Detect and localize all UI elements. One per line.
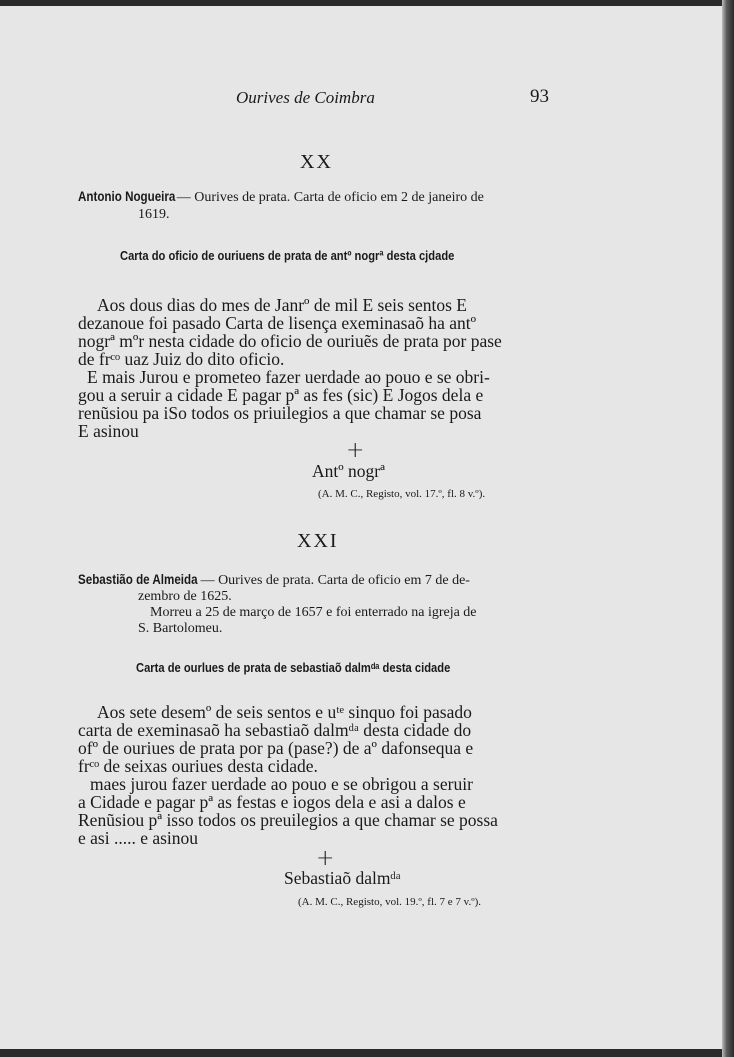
text-line: carta de exeminasaõ ha sebastiaõ dalmᵈᵃ desta cidade do [78,720,472,740]
entry-xxi-line1 [78,572,470,589]
text-line: ofº de ouriues de prata por pa (pase?) de aº dafonsequa e [78,738,474,758]
page-number: 93 [530,86,549,107]
text-line: Aos sete desemº de seis sentos e uᵗᵉ sinquo foi pasado [97,702,472,722]
section-numeral-xx: XX [300,151,333,173]
text-line: gou a seruir a cidade E pagar pª as fes (sic) E Jogos dela e [78,385,484,405]
text-line: dezanoue foi pasado Carta de lisença exeminasaõ ha antº [78,313,477,333]
text-line: E mais Jurou e prometeo fazer uerdade ao pouo e se obri- [87,367,490,387]
running-head-title: Ourives de Coimbra [236,88,375,107]
cross-icon: + [316,846,335,871]
text-line: Renũsiou pª isso todos os preuilegios a que chamar se possa [78,810,498,830]
citation-xxi: (A. M. C., Registo, vol. 19.º, fl. 7 e 7 v.º). [298,896,482,908]
entry-name: Sebastião de Almeida [78,572,198,587]
text-line: maes jurou fazer uerdade ao pouo e se obrigou a seruir [90,774,473,794]
text-line: frᶜᵒ de seixas ouriues desta cidade. [78,756,318,776]
text-line: renũsiou pa iSo todos os priuilegios a que chamar se posa [78,403,482,423]
text-line: e asi ..... e asinou [78,828,199,848]
page-edge [722,0,734,1057]
entry-xxi-line4: S. Bartolomeu. [138,621,223,636]
entry-name: Antonio Nogueira [78,189,176,204]
book-page [0,6,722,1049]
entry-xx-year: 1619. [138,207,170,222]
text-line: a Cidade e pagar pª as festas e iogos dela e asi a dalos e [78,792,466,812]
text-line: nogrª mºr nesta cidade do oficio de ouriuẽs de prata por pase [78,331,502,351]
entry-description: — Ourives de prata. Carta de oficio em 2 de janeiro de [173,190,484,205]
citation-xx: (A. M. C., Registo, vol. 17.º, fl. 8 v.º). [318,488,486,500]
text-line: E asinou [78,421,139,441]
section-xx-heading: Carta do oficio de ouriuens de prata de antº nogrª desta cjdade [120,248,455,263]
text-line: Aos dous dias do mes de Janrº de mil E seis sentos E [97,295,467,315]
entry-description: — Ourives de prata. Carta de oficio em 7 de de- [197,573,470,588]
section-xxi-heading: Carta de ourlues de prata de sebastiaõ dalmᵈᵃ desta cidade [136,660,451,675]
entry-xxi-line3: Morreu a 25 de março de 1657 e foi enterrado na igreja de [150,605,477,620]
signature-xx: Antº nogrª [312,461,385,481]
entry-xx-line1 [78,189,484,206]
signature-xxi: Sebastiaõ dalmᵈᵃ [284,868,401,888]
text-line: de frᶜᵒ uaz Juiz do dito oficio. [78,349,285,369]
section-numeral-xxi: XXI [297,530,339,552]
entry-xxi-line2: zembro de 1625. [138,589,232,604]
cross-icon: + [346,438,365,463]
